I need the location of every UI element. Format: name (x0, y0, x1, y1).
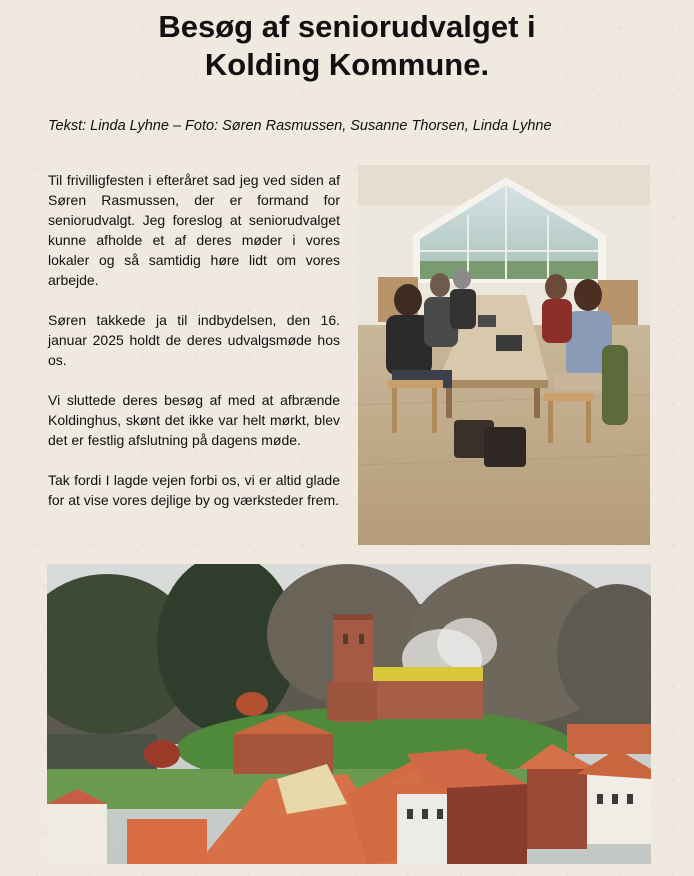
title-line-1: Besøg af seniorudvalget i (158, 9, 536, 44)
article-body (48, 170, 340, 530)
article-title (0, 8, 694, 84)
koldinghus-model-image (47, 564, 651, 864)
paragraph-3: Vi sluttede deres besøg af med at afbrænde Koldinghus, skønt det ikke var helt mørkt, blev det er festlig afslutning på dagens møde. (48, 392, 340, 448)
paragraph-2: Søren takkede ja til indbydelsen, den 16. januar 2025 holdt de deres udvalgsmøde hos os. (48, 312, 340, 368)
meeting-room-image (358, 165, 650, 545)
title-line-2: Kolding Kommune. (204, 47, 490, 82)
paragraph-1: Til frivilligfesten i efteråret sad jeg ved siden af Søren Rasmussen, der er formand for seniorudvalgt. Jeg foreslog at seniorudvalget kunne afholde et af deres møder i vores lokaler og så samtidig høre lidt om vores arbejde. (48, 172, 340, 288)
photo-credits: Tekst: Linda Lyhne – Foto: Søren Rasmussen, Susanne Thorsen, Linda Lyhne (48, 118, 552, 134)
paragraph-4: Tak fordi I lagde vejen forbi os, vi er altid glade for at vise vores dejlige by og værksteder frem. (48, 472, 340, 508)
koldinghus-model-photo (47, 564, 651, 864)
meeting-room-photo (358, 165, 650, 545)
